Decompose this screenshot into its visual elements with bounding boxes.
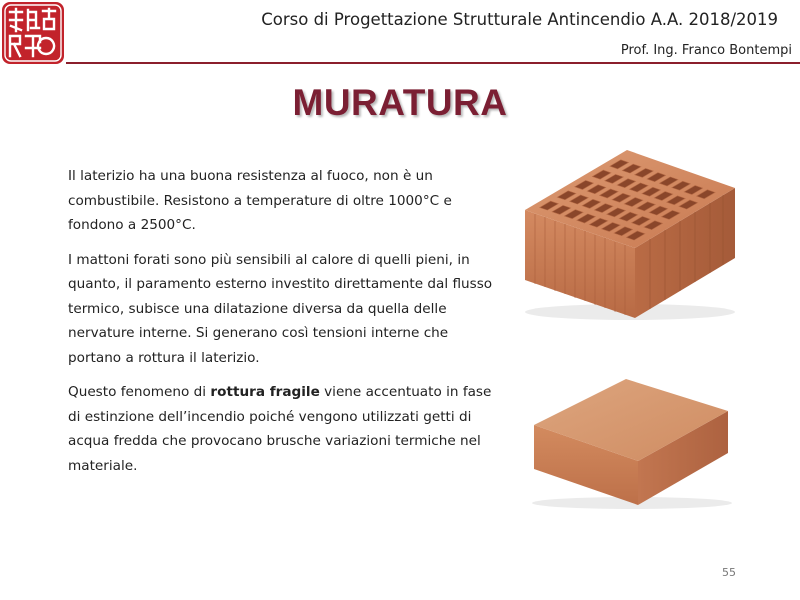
body-text [68, 164, 498, 488]
paragraph-fire-resistance: Il laterizio ha una buona resistenza al fuoco, non è un combustibile. Resistono a temperature di oltre 1000°C e fondono a 2500°C. [68, 168, 452, 233]
paragraph-brittle-failure-rest: viene accentuato in fase di estinzione dell’incendio poiché vengono utilizzati getti di acqua fredda che provocano brusche variazioni termiche nel materiale. [68, 384, 492, 474]
university-seal-logo [0, 0, 66, 66]
header-divider [66, 62, 800, 64]
professor-name: Prof. Ing. Franco Bontempi [620, 43, 792, 58]
solid-brick-image [520, 355, 745, 510]
course-title: Corso di Progettazione Strutturale Antincendio A.A. 2018/2019 [261, 10, 778, 29]
page-number: 55 [722, 566, 736, 579]
paragraph-brittle-failure-lead: Questo fenomeno di [68, 384, 211, 400]
paragraph-brittle-failure [68, 380, 498, 478]
hollow-brick-image [515, 130, 745, 325]
brittle-failure-emphasis: rottura fragile [210, 384, 320, 400]
slide-title: MURATURA [292, 82, 508, 123]
paragraph-hollow-bricks: I mattoni forati sono più sensibili al calore di quelli pieni, in quanto, il paramento esterno investito direttamente dal flusso termico, subisce una dilatazione diversa da quella delle nervature interne. Si generano così tensioni interne che portano a rottura il laterizio. [68, 251, 493, 366]
